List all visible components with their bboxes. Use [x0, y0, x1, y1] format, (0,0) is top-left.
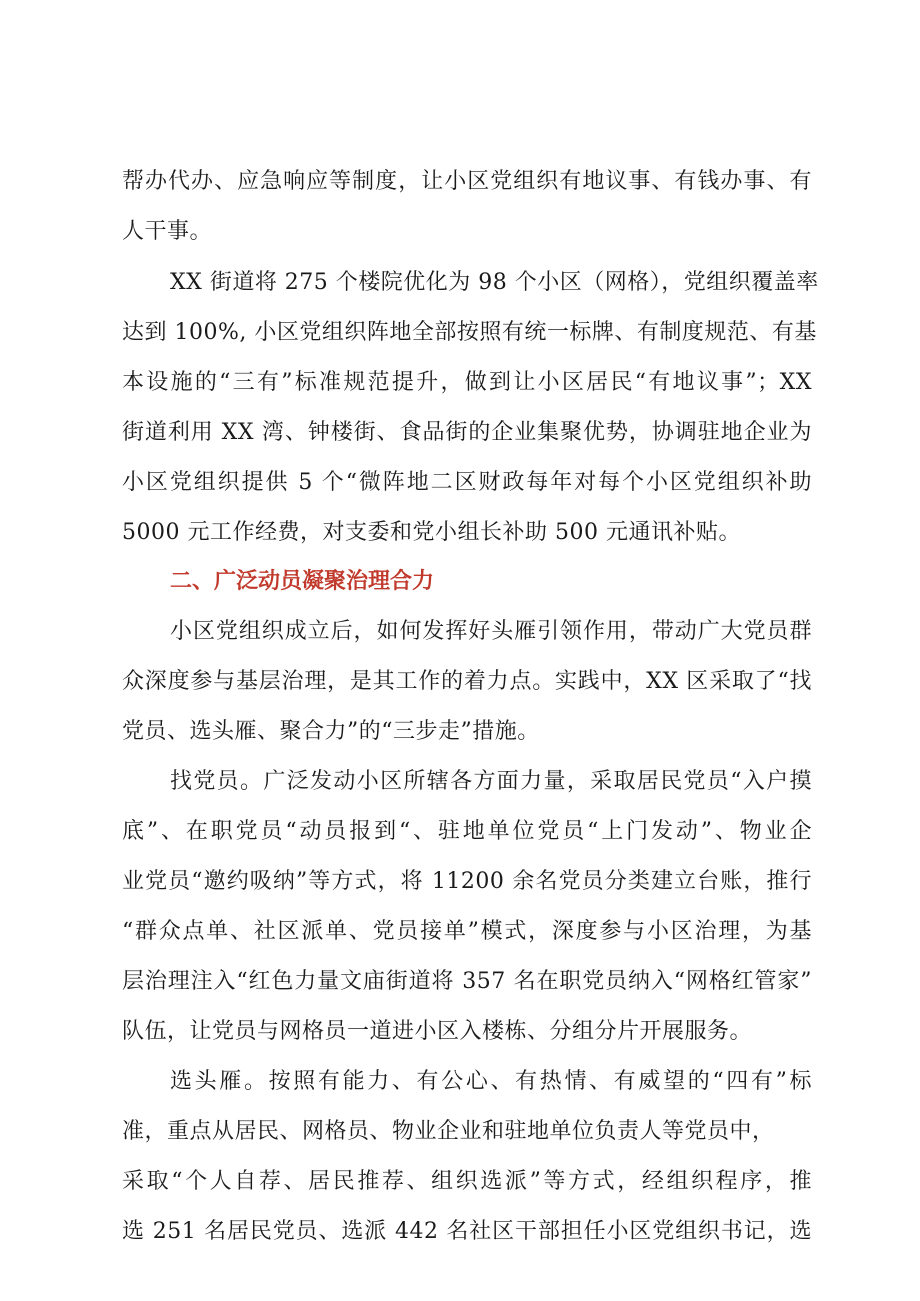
- paragraph-line: 找党员。广泛发动小区所辖各方面力量，采取居民党员“入户摸: [170, 769, 812, 794]
- paragraph-line: 小区党组织成立后，如何发挥好头雁引领作用，带动广大党员群: [170, 619, 812, 644]
- paragraph-line: 5000 元工作经费，对支委和党小组长补助 500 元通讯补贴。: [122, 520, 741, 545]
- paragraph-line: 帮办代办、应急响应等制度，让小区党组织有地议事、有钱办事、有: [122, 169, 812, 194]
- paragraph-line: 党员、选头雁、聚合力”的“三步走”措施。: [122, 719, 540, 744]
- paragraph-line: “群众点单、社区派单、党员接单”模式，深度参与小区治理，为基: [122, 919, 812, 944]
- paragraph-line: 选 251 名居民党员、选派 442 名社区干部担任小区党组织书记，选: [122, 1219, 812, 1244]
- paragraph-line: XX 街道将 275 个楼院优化为 98 个小区（网格），党组织覆盖率: [170, 270, 819, 295]
- paragraph-line: 小区党组织提供 5 个“微阵地二区财政每年对每个小区党组织补助: [122, 470, 812, 495]
- paragraph-line: 本设施的“三有”标准规范提升，做到让小区居民“有地议事”；XX: [122, 370, 812, 395]
- paragraph-line: 街道利用 XX 湾、钟楼街、食品街的企业集聚优势，协调驻地企业为: [122, 420, 812, 445]
- paragraph-line: 底”、在职党员“动员报到“、驻地单位党员“上门发动”、物业企: [122, 819, 812, 844]
- paragraph-line: 达到 100%, 小区党组织阵地全部按照有统一标牌、有制度规范、有基: [122, 320, 817, 345]
- section-heading: 二、广泛动员凝聚治理合力: [170, 569, 435, 594]
- paragraph-line: 层治理注入“红色力量文庙街道将 357 名在职党员纳入“网格红管家”: [122, 969, 812, 994]
- paragraph-line: 选头雁。按照有能力、有公心、有热情、有威望的“四有”标: [170, 1069, 812, 1094]
- paragraph-line: 众深度参与基层治理，是其工作的着力点。实践中，XX 区采取了“找: [122, 669, 812, 694]
- paragraph-line: 队伍，让党员与网格员一道进小区入楼栋、分组分片开展服务。: [122, 1019, 753, 1044]
- paragraph-line: 人干事。: [122, 219, 213, 244]
- paragraph-line: 业党员“邀约吸纳”等方式，将 11200 余名党员分类建立台账，推行: [122, 869, 812, 894]
- paragraph-line: 准，重点从居民、网格员、物业企业和驻地单位负责人等党员中，: [122, 1119, 775, 1144]
- paragraph-line: 采取“个人自荐、居民推荐、组织选派”等方式，经组织程序，推: [122, 1169, 812, 1194]
